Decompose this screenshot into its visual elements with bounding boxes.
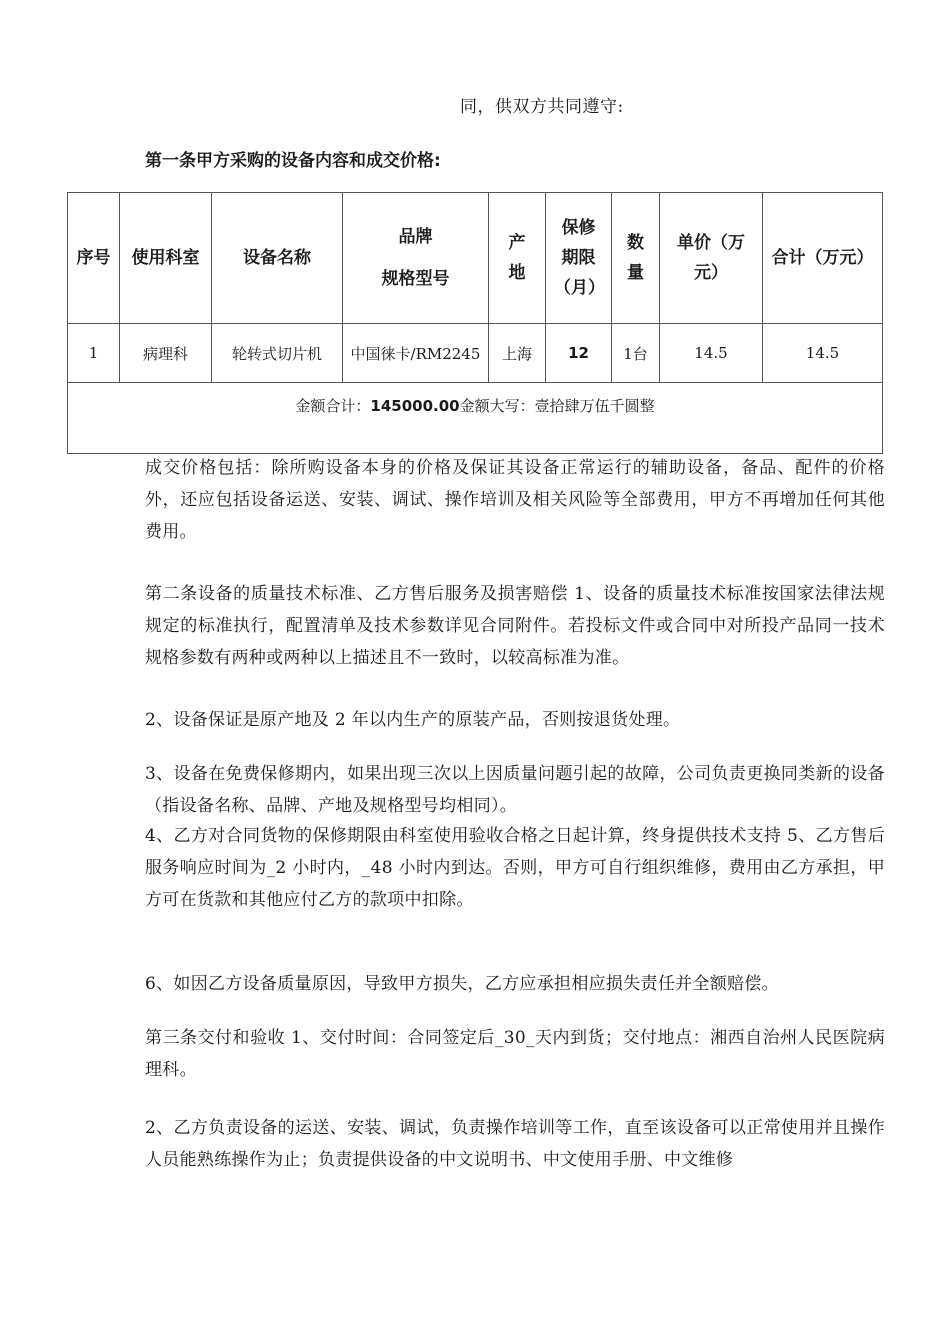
header-qty: 数量 [612, 193, 660, 324]
cell-dept: 病理科 [120, 324, 212, 383]
header-dept: 使用科室 [120, 193, 212, 324]
header-brand-model [343, 193, 489, 324]
cell-brand-model: 中国徕卡/RM2245 [343, 324, 489, 383]
equipment-table [67, 192, 883, 454]
header-unit-price: 单价（万元） [660, 193, 763, 324]
total-amount: 145000.00 [370, 397, 460, 415]
total-caps-label: 金额大写： [459, 397, 535, 415]
section-1-title: 第一条甲方采购的设备内容和成交价格: [145, 151, 441, 171]
table-header-row [68, 193, 883, 324]
section-2-paragraph: 第二条设备的质量技术标准、乙方售后服务及损害赔偿 1、设备的质量技术标准按国家法律法规规定的标准执行，配置清单及技术参数详见合同附件。若投标文件或合同中对所投产品同一技术规格参数有两种或两种以上描述且不一致时，以较高标准为准。 [145, 584, 885, 668]
total-caps: 壹拾肆万伍千圆整 [534, 397, 655, 415]
total-cell [68, 383, 883, 454]
item-3-paragraph: 3、设备在免费保修期内，如果出现三次以上因质量问题引起的故障，公司负责更换同类新的设备（指设备名称、品牌、产地及规格型号均相同）。 [145, 764, 885, 816]
header-origin: 产地 [489, 193, 546, 324]
header-warranty: 保修期限（月） [546, 193, 612, 324]
header-device-name: 设备名称 [212, 193, 343, 324]
cell-warranty: 12 [546, 324, 612, 383]
delivery-item-2-paragraph: 2、乙方负责设备的运送、安装、调试，负责操作培训等工作，直至该设备可以正常使用并且操作人员能熟练操作为止；负责提供设备的中文说明书、中文使用手册、中文维修 [145, 1118, 885, 1170]
intro-line: 同，供双方共同遵守: [460, 97, 624, 117]
header-model: 规格型号 [381, 269, 450, 289]
cell-unit-price: 14.5 [660, 324, 763, 383]
table-total-row [68, 383, 883, 454]
header-seq: 序号 [68, 193, 120, 324]
cell-total: 14.5 [763, 324, 883, 383]
item-2-paragraph: 2、设备保证是原产地及 2 年以内生产的原装产品，否则按退货处理。 [145, 710, 681, 730]
item-4-paragraph: 4、乙方对合同货物的保修期限由科室使用验收合格之日起计算，终身提供技术支持 5、乙方售后服务响应时间为_2 小时内，_48 小时内到达。否则，甲方可自行组织维修，费用由乙方承担，甲方可在货款和其他应付乙方的款项中扣除。 [145, 826, 885, 910]
total-label: 金额合计： [295, 397, 371, 415]
cell-seq: 1 [68, 324, 120, 383]
cell-qty: 1台 [612, 324, 660, 383]
item-6-paragraph: 6、如因乙方设备质量原因，导致甲方损失，乙方应承担相应损失责任并全额赔偿。 [145, 974, 779, 994]
section-3-paragraph: 第三条交付和验收 1、交付时间：合同签定后_30_天内到货；交付地点：湘西自治州人民医院病理科。 [145, 1028, 885, 1080]
header-brand: 品牌 [398, 227, 433, 247]
header-total: 合计（万元） [763, 193, 883, 324]
cell-origin: 上海 [489, 324, 546, 383]
table-row [68, 324, 883, 383]
price-includes-paragraph: 成交价格包括：除所购设备本身的价格及保证其设备正常运行的辅助设备，备品、配件的价格外，还应包括设备运送、安装、调试、操作培训及相关风险等全部费用，甲方不再增加任何其他费用。 [145, 458, 885, 542]
cell-device-name: 轮转式切片机 [212, 324, 343, 383]
